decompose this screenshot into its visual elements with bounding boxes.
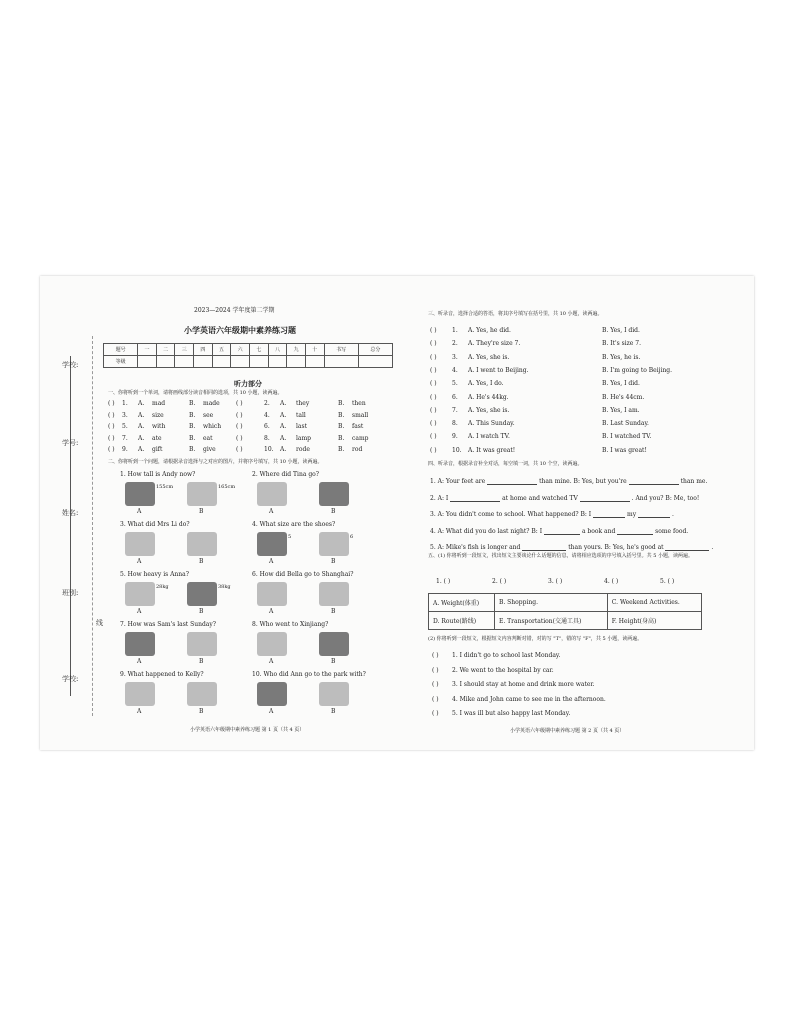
option-text: 2.: [264, 400, 270, 407]
answer-blank[interactable]: 5. ( ): [660, 578, 675, 585]
answer-bracket[interactable]: ( ): [430, 353, 437, 361]
option-text: 10.: [264, 446, 274, 453]
option-text: 3.: [122, 411, 128, 419]
question-text: 5. How heavy is Anna?: [120, 571, 189, 578]
question-number: 7.: [452, 406, 458, 414]
option-text: see: [203, 411, 214, 419]
picture-note: 38kg: [218, 584, 231, 590]
option-text: B.: [338, 400, 345, 407]
score-cell: [324, 356, 358, 368]
option-text: B.: [189, 446, 196, 453]
option-b-text: B. I'm going to Beijing.: [602, 366, 673, 374]
answer-bracket[interactable]: ( ): [430, 420, 437, 428]
question-text: 7. How was Sam's last Sunday?: [120, 621, 216, 628]
option-text: B.: [189, 434, 196, 442]
dialogue-text: at home and watched TV: [502, 494, 578, 502]
option-text: A.: [138, 434, 145, 442]
option-cell: C. Weekend Activities.: [607, 594, 701, 612]
picture-label-b: B: [199, 608, 204, 615]
dialogue-line: [430, 544, 713, 551]
side-label-school: 学校:: [62, 361, 79, 369]
picture-label-a: A: [269, 508, 274, 515]
picture-option-a: [257, 482, 287, 506]
dialogue-text: 4. A: What did you do last night? B: I: [430, 527, 543, 535]
option-text: tall: [296, 411, 306, 419]
option-a-text: A. Yes, she is.: [468, 353, 510, 361]
dialogue-line: [430, 478, 707, 485]
answer-blank[interactable]: 1. ( ): [436, 578, 451, 585]
score-cell: [250, 356, 269, 368]
dialogue-line: [430, 495, 699, 502]
statement-text: 1. I didn't go to school last Monday.: [452, 652, 561, 659]
picture-label-a: A: [137, 708, 142, 715]
footer-right: 小学英语六年级期中素养练习题 第 2 页（共 4 页）: [510, 728, 625, 734]
option-text: rod: [352, 446, 363, 453]
option-text: 7.: [122, 434, 128, 442]
picture-option-b: [187, 682, 217, 706]
dialogue-text: than yours. B: Yes, he's good at: [568, 544, 664, 551]
fill-blank[interactable]: [522, 544, 566, 551]
question-text: 2. Where did Tina go?: [252, 471, 319, 478]
option-cell: F. Height(身高): [607, 612, 701, 630]
score-header: 题号: [104, 344, 138, 356]
option-text: fast: [352, 423, 364, 430]
fill-blank[interactable]: [544, 528, 580, 535]
option-text: 8.: [264, 434, 270, 442]
fill-blank[interactable]: [593, 511, 625, 518]
option-text: A.: [280, 411, 287, 419]
score-cell: [212, 356, 231, 368]
option-cell: D. Route(路线): [429, 612, 495, 630]
options-row: [429, 594, 702, 612]
option-text: 1.: [122, 400, 128, 407]
score-table: [103, 343, 393, 368]
question-number: 3.: [452, 353, 458, 361]
answer-bracket[interactable]: ( ): [430, 327, 437, 334]
option-a-text: A. Yes, he did.: [468, 327, 511, 334]
question-number: 2.: [452, 340, 458, 348]
answer-blank[interactable]: 3. ( ): [548, 578, 563, 585]
picture-note: 155cm: [156, 484, 174, 490]
answer-bracket[interactable]: ( ): [108, 400, 115, 407]
picture-option-b: [187, 632, 217, 656]
score-header: 四: [194, 344, 213, 356]
answer-bracket[interactable]: ( ): [430, 380, 437, 388]
question-text: 3. What did Mrs Li do?: [120, 521, 190, 528]
picture-option-a: [257, 582, 287, 606]
answer-bracket[interactable]: ( ): [108, 423, 115, 430]
option-a-text: A. I went to Beijing.: [468, 366, 529, 374]
fill-blank[interactable]: [638, 511, 670, 518]
score-header: 八: [268, 344, 287, 356]
dialogue-text: 3. A: You didn't come to school. What happened? B: I: [430, 511, 592, 518]
answer-bracket[interactable]: ( ): [236, 400, 243, 407]
picture-option-a: [125, 682, 155, 706]
option-text: A.: [138, 411, 145, 419]
fill-blank[interactable]: [580, 495, 630, 502]
picture-label-a: A: [269, 558, 274, 565]
score-cell: [156, 356, 175, 368]
answer-bracket[interactable]: ( ): [430, 406, 437, 414]
score-header: 六: [231, 344, 250, 356]
score-header: 二: [156, 344, 175, 356]
option-b-text: B. Yes, I did.: [602, 380, 640, 388]
fill-blank[interactable]: [629, 478, 679, 485]
answer-bracket[interactable]: ( ): [236, 423, 243, 430]
option-text: B.: [338, 434, 345, 442]
picture-label-b: B: [199, 508, 204, 515]
side-label-number: 学号:: [62, 439, 79, 447]
option-cell: E. Transportation(交通工具): [494, 612, 607, 630]
section-1-instructions: 一、你将听到一个单词，请将画线部分读音相同的选项，共 10 小题，读两遍。: [108, 390, 283, 396]
picture-note: 5: [288, 534, 292, 540]
answer-bracket[interactable]: ( ): [432, 695, 439, 703]
section-5b-instructions: (2) 你将听到一段短文，根据短文内容判断对错，对的写 "T"，错的写 "F"，共 5 小题，读两遍。: [428, 636, 643, 642]
question-number: 8.: [452, 420, 458, 428]
picture-note: 6: [350, 534, 354, 540]
option-text: which: [203, 423, 222, 430]
option-b-text: B. I watched TV.: [602, 433, 652, 441]
exam-sheet: [40, 276, 754, 750]
dialogue-text: . And you? B: Me, too!: [631, 494, 700, 502]
picture-option-a: [257, 632, 287, 656]
option-a-text: A. It was great!: [468, 446, 516, 454]
picture-label-a: A: [269, 708, 274, 715]
side-mark: 线: [96, 619, 103, 627]
question-number: 10.: [452, 446, 462, 454]
score-header: 三: [175, 344, 194, 356]
option-b-text: B. Yes, I am.: [602, 406, 640, 414]
picture-label-b: B: [331, 708, 336, 715]
option-text: with: [152, 423, 166, 430]
picture-label-b: B: [199, 658, 204, 665]
picture-label-b: B: [199, 558, 204, 565]
option-cell: B. Shopping.: [494, 594, 607, 612]
option-text: made: [203, 400, 220, 407]
picture-label-a: A: [269, 658, 274, 665]
section-4-instructions: 四、听录音，根据录音补全对话，每空填一词，共 10 个空，读两遍。: [428, 461, 583, 467]
picture-label-b: B: [331, 608, 336, 615]
option-text: ate: [152, 434, 162, 442]
option-text: gift: [152, 446, 163, 453]
picture-note: 165cm: [218, 484, 236, 490]
picture-option-a: [125, 632, 155, 656]
option-a-text: A. Yes, she is.: [468, 406, 510, 414]
side-label-school-2: 学校:: [62, 675, 79, 683]
option-text: 6.: [264, 423, 270, 430]
picture-label-b: B: [331, 658, 336, 665]
answer-bracket[interactable]: ( ): [432, 652, 439, 659]
option-text: give: [203, 446, 216, 453]
answer-bracket[interactable]: ( ): [108, 446, 115, 453]
side-label-name: 姓名:: [62, 509, 79, 517]
option-b-text: B. Yes, I did.: [602, 327, 640, 334]
school-year: 2023—2024 学年度第二学期: [194, 307, 275, 314]
picture-label-a: A: [137, 608, 142, 615]
answer-bracket[interactable]: ( ): [430, 446, 437, 454]
dialogue-text: .: [711, 544, 714, 551]
score-header: 五: [212, 344, 231, 356]
picture-label-b: B: [331, 508, 336, 515]
question-text: 10. Who did Ann go to the park with?: [252, 671, 366, 678]
score-header: 十: [305, 344, 324, 356]
option-a-text: A. Yes, I do.: [468, 380, 504, 388]
picture-option-b: [187, 482, 217, 506]
option-text: size: [152, 411, 164, 419]
option-text: B.: [189, 400, 196, 407]
question-number: 9.: [452, 433, 458, 441]
fill-blank[interactable]: [665, 544, 709, 551]
option-b-text: B. Yes, he is.: [602, 353, 641, 361]
option-text: A.: [280, 423, 287, 430]
score-cell: [194, 356, 213, 368]
option-b-text: B. It's size 7.: [602, 340, 641, 348]
statement-text: 2. We went to the hospital by car.: [452, 666, 554, 674]
option-text: A.: [138, 423, 145, 430]
dialogue-text: 1. A: Your feet are: [430, 478, 486, 485]
option-a-text: A. He's 44kg.: [468, 393, 509, 401]
option-text: eat: [203, 434, 213, 442]
dialogue-text: 5. A: Mike's fish is longer and: [430, 544, 521, 551]
side-label-class: 班别:: [62, 589, 79, 597]
option-text: B.: [338, 423, 345, 430]
binding-line: [70, 356, 71, 696]
option-text: A.: [138, 446, 145, 453]
score-header: 书写: [324, 344, 358, 356]
score-header: 九: [287, 344, 306, 356]
question-number: 6.: [452, 393, 458, 401]
option-b-text: B. I was great!: [602, 446, 647, 454]
answer-bracket[interactable]: ( ): [430, 366, 437, 374]
picture-label-a: A: [137, 508, 142, 515]
question-number: 5.: [452, 380, 458, 388]
option-a-text: A. They're size 7.: [468, 340, 521, 348]
picture-option-a: [125, 532, 155, 556]
answer-blank[interactable]: 2. ( ): [492, 578, 507, 585]
option-text: A.: [280, 446, 287, 453]
score-header: 总分: [358, 344, 392, 356]
question-text: 6. How did Bella go to Shanghai?: [252, 571, 354, 578]
option-text: B.: [189, 423, 196, 430]
option-text: A.: [280, 434, 287, 442]
question-text: 9. What happened to Kelly?: [120, 671, 204, 678]
option-a-text: A. I watch TV.: [468, 433, 510, 441]
statement-text: 4. Mike and John came to see me in the afternoon.: [452, 695, 606, 703]
score-header: 一: [138, 344, 157, 356]
score-cell: [231, 356, 250, 368]
answer-blank[interactable]: 4. ( ): [604, 578, 619, 585]
option-a-text: A. This Sunday.: [468, 420, 515, 428]
picture-option-a: [257, 682, 287, 706]
option-text: B.: [338, 411, 345, 419]
picture-option-a: [257, 532, 287, 556]
picture-note: 28kg: [156, 584, 169, 590]
dialogue-text: my: [627, 511, 637, 518]
dialogue-text: some food.: [655, 527, 689, 535]
dialogue-text: 2. A: I: [430, 494, 449, 502]
picture-option-b: [187, 532, 217, 556]
fill-blank[interactable]: [617, 528, 653, 535]
score-row-label: 等级: [104, 356, 138, 368]
score-cell: [268, 356, 287, 368]
answer-bracket[interactable]: ( ): [432, 666, 439, 674]
picture-option-b: [319, 532, 349, 556]
score-header-row: [104, 344, 393, 356]
question-text: 1. How tall is Andy now?: [120, 471, 196, 478]
option-text: A.: [138, 400, 145, 407]
picture-option-b: [319, 582, 349, 606]
answer-bracket[interactable]: ( ): [236, 446, 243, 453]
section-2-instructions: 二、你将听到一个问题，请根据录音选择与之对应的图片，并将序号填写，共 10 小题，读两遍。: [108, 459, 323, 465]
option-b-text: B. He's 44cm.: [602, 393, 645, 401]
score-cell: [305, 356, 324, 368]
picture-option-b: [319, 682, 349, 706]
option-text: 4.: [264, 411, 270, 419]
picture-label-a: A: [269, 608, 274, 615]
option-text: then: [352, 400, 366, 407]
question-number: 4.: [452, 366, 458, 374]
dialogue-line: [430, 511, 674, 518]
section-3-instructions: 三、听录音，选择合适的答语，将其序号填写在括号里，共 10 小题，读两遍。: [428, 311, 603, 317]
option-text: 5.: [122, 423, 128, 430]
option-text: small: [352, 411, 369, 419]
footer-left: 小学英语六年级期中素养练习题 第 1 页（共 4 页）: [190, 727, 305, 733]
answer-bracket[interactable]: ( ): [432, 681, 439, 688]
answer-bracket[interactable]: ( ): [236, 434, 243, 442]
picture-option-b: [319, 632, 349, 656]
option-cell: A. Weight(体重): [429, 594, 495, 612]
picture-option-a: [125, 582, 155, 606]
dialogue-line: [430, 528, 688, 535]
fill-blank[interactable]: [487, 478, 537, 485]
score-cell: [358, 356, 392, 368]
score-cell: [287, 356, 306, 368]
score-header: 七: [250, 344, 269, 356]
dialogue-text: .: [671, 511, 674, 518]
answer-bracket[interactable]: ( ): [432, 710, 439, 717]
option-text: A.: [280, 400, 287, 407]
option-text: last: [296, 423, 307, 430]
dialogue-text: than mine. B: Yes, but you're: [539, 478, 627, 485]
score-cell: [175, 356, 194, 368]
answer-bracket[interactable]: ( ): [108, 411, 115, 419]
picture-option-b: [187, 582, 217, 606]
picture-label-b: B: [331, 558, 336, 565]
answer-bracket[interactable]: ( ): [430, 340, 437, 348]
picture-label-a: A: [137, 658, 142, 665]
option-text: they: [296, 400, 310, 407]
picture-option-a: [125, 482, 155, 506]
fold-line: [92, 336, 93, 716]
option-text: B.: [189, 411, 196, 419]
answer-bracket[interactable]: ( ): [430, 433, 437, 441]
page-title: 小学英语六年级期中素养练习题: [184, 325, 296, 335]
statement-text: 5. I was ill but also happy last Monday.: [452, 710, 571, 717]
option-text: rode: [296, 446, 310, 453]
score-grade-row: [104, 356, 393, 368]
picture-label-b: B: [199, 708, 204, 715]
picture-option-b: [319, 482, 349, 506]
options-row: [429, 612, 702, 630]
answer-bracket[interactable]: ( ): [236, 411, 243, 419]
option-text: 9.: [122, 446, 128, 453]
option-text: camp: [352, 434, 369, 442]
dialogue-text: a book and: [581, 527, 616, 535]
option-b-text: B. Last Sunday.: [602, 420, 649, 428]
option-text: lamp: [296, 434, 312, 442]
question-text: 4. What size are the shoes?: [252, 521, 336, 528]
score-cell: [138, 356, 157, 368]
section-5-instructions: 五、(1) 你将听到一段短文，找出短文主要谈论什么话题的信息，请将相应选项的序号填入括号里。共 5 小题，读两遍。: [428, 553, 694, 559]
option-text: B.: [338, 446, 345, 453]
option-text: mad: [152, 400, 166, 407]
listening-heading: 听力部分: [234, 379, 262, 388]
answer-bracket[interactable]: ( ): [430, 393, 437, 401]
dialogue-text: than me.: [680, 478, 708, 485]
question-number: 1.: [452, 327, 458, 334]
picture-label-a: A: [137, 558, 142, 565]
question-text: 8. Who went to Xinjiang?: [252, 621, 329, 628]
answer-bracket[interactable]: ( ): [108, 434, 115, 442]
statement-text: 3. I should stay at home and drink more water.: [452, 681, 595, 688]
fill-blank[interactable]: [450, 495, 500, 502]
options-table: [428, 593, 702, 630]
